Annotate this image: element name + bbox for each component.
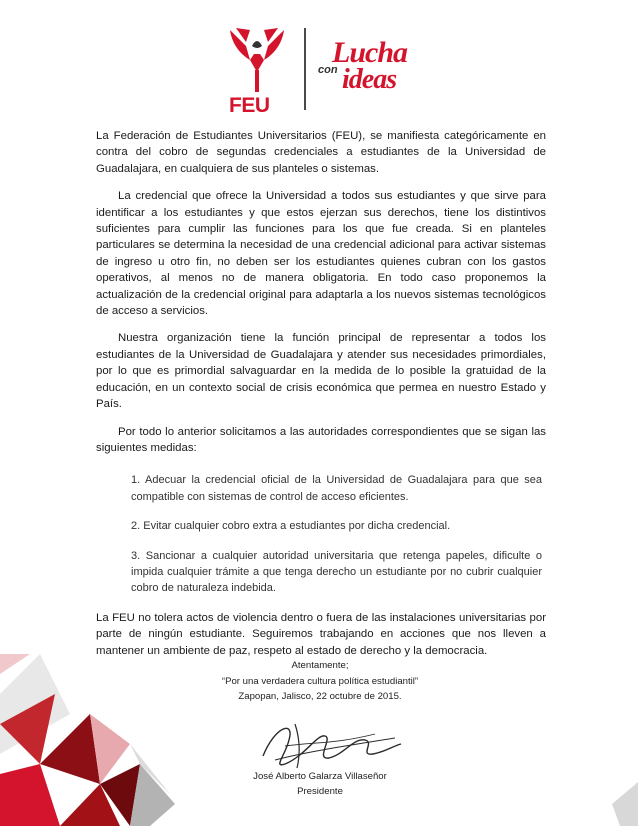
measure-item-3: 3. Sancionar a cualquier autoridad universitaria que retenga papeles, dificulte o impida cualquier trámite a que tenga derecho un estudiante por no cubrir cualquier cobro de naturaleza indebida.	[131, 549, 542, 595]
feu-wordmark: FEU	[229, 94, 270, 117]
slogan-word-ideas: ideas	[342, 64, 397, 95]
closing-motto: “Por una verdadera cultura política estudiantil”	[221, 675, 419, 687]
letter-body	[96, 128, 546, 670]
slogan-word-con: con	[318, 64, 338, 76]
measures-list	[96, 472, 546, 596]
signer-title: Presidente	[297, 785, 343, 797]
closing-greeting: Atentamente;	[291, 660, 349, 671]
paragraph-1: La Federación de Estudiantes Universitarios (FEU), se manifiesta categóricamente en contra del cobro de segundas credenciales a estudiantes de la Universidad de Guadalajara, en cualquiera de sus planteles o sistemas.	[96, 130, 546, 175]
slogan-logo	[316, 36, 416, 102]
closing-place-date: Zapopan, Jalisco, 22 octubre de 2015.	[238, 691, 402, 702]
header-divider	[304, 28, 306, 110]
decorative-triangles	[0, 654, 638, 826]
measure-item-2: 2. Evitar cualquier cobro extra a estudiantes por dicha credencial.	[131, 520, 451, 533]
paragraph-2: La credencial que ofrece la Universidad a todos sus estudiantes y que sirve para identificar a los estudiantes y que estos ejerzan sus derechos, tiene los distintivos suficientes para cumplir las funciones para los que fue creada. Si en planteles particulares se determina la necesidad de una credencial adicional para activar sistemas de ingreso u otro fin, no deben ser los estudiantes quienes cubran con los gastos operativos, al menos no de manera obligatoria. En todo caso proponemos la actualización de la credencial original para adaptarla a los nuevos sistemas tecnológicos de acceso a servicios.	[96, 190, 546, 318]
paragraph-3: Nuestra organización tiene la función principal de representar a todos los estudiantes de la Universidad de Guadalajara y atender sus necesidades primordiales, por lo que es primordial salvaguardar en la medida de lo posible la gratuidad de la educación, en un contexto social de crisis económica que permea en nuestro Estado y País.	[96, 332, 546, 411]
slogan-word-lucha: Lucha	[332, 36, 408, 69]
measure-item-1: 1. Adecuar la credencial oficial de la Universidad de Guadalajara para que sea compatible con sistemas de control de acceso eficientes.	[131, 474, 542, 503]
paragraph-4: Por todo lo anterior solicitamos a las autoridades correspondientes que se sigan las siguientes medidas:	[96, 425, 546, 454]
paragraph-5: La FEU no tolera actos de violencia dentro o fuera de las instalaciones universitarias por parte de ningún estudiante. Seguiremos trabajando en acciones que nos lleven a mantener un ambiente de paz, respeto al estado de derecho y la democracia.	[96, 611, 546, 657]
letterhead	[0, 22, 638, 117]
signer-name: José Alberto Galarza Villaseñor	[253, 771, 387, 782]
